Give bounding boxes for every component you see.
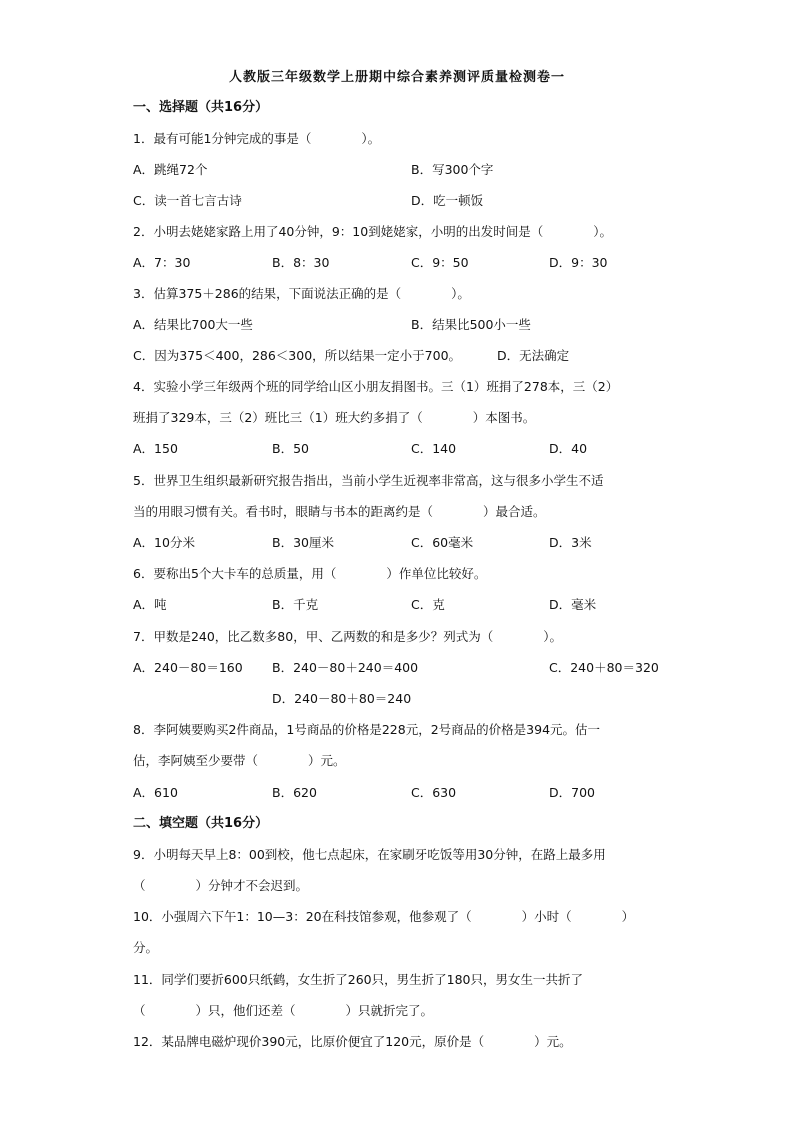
question-10-line2: 分。 [133,940,159,955]
question-4-stem-line1: 4．实验小学三年级两个班的同学给山区小朋友捐图书。三（1）班捐了278本，三（2） [133,379,619,394]
question-7-option-b: B．240－80＋240＝400 [272,660,419,675]
question-6-option-c: C．克 [411,597,445,612]
question-8-option-c: C．630 [411,785,457,800]
question-3-option-c: C．因为375＜400，286＜300，所以结果一定小于700。 [133,348,462,363]
question-1-option-b: B．写300个字 [411,162,494,177]
question-5-stem-line2: 当的用眼习惯有关。看书时，眼睛与书本的距离约是（ ）最合适。 [133,504,546,519]
question-6-option-b: B．千克 [272,597,319,612]
question-2-option-d: D．9：30 [549,255,608,270]
question-3-option-b: B．结果比500小一些 [411,317,531,332]
question-5-option-a: A．10分米 [133,535,195,550]
question-7-stem: 7．甲数是240，比乙数多80，甲、乙两数的和是多少？列式为（ ）。 [133,629,562,644]
question-6-option-a: A．吨 [133,597,167,612]
question-7-option-a: A．240－80＝160 [133,660,243,675]
section-heading-choice: 一、选择题（共16分） [133,100,269,115]
section-heading-fill: 二、填空题（共16分） [133,816,269,831]
question-12-line1: 12．某品牌电磁炉现价390元，比原价便宜了120元，原价是（ ）元。 [133,1034,572,1049]
question-4-option-a: A．150 [133,441,178,456]
question-2-option-a: A．7：30 [133,255,191,270]
question-7-option-d: D．240－80＋80＝240 [272,691,412,706]
question-8-option-a: A．610 [133,785,178,800]
question-11-line2: （ ）只，他们还差（ ）只就折完了。 [133,1003,434,1018]
question-5-option-c: C．60毫米 [411,535,474,550]
question-6-stem: 6．要称出5个大卡车的总质量，用（ ）作单位比较好。 [133,566,487,581]
question-8-option-d: D．700 [549,785,595,800]
question-8-stem-line1: 8．李阿姨要购买2件商品，1号商品的价格是228元，2号商品的价格是394元。估一 [133,722,601,737]
question-6-option-d: D．毫米 [549,597,597,612]
question-3-option-a: A．结果比700大一些 [133,317,253,332]
question-4-option-d: D．40 [549,441,588,456]
question-7-option-c: C．240＋80＝320 [549,660,659,675]
question-2-option-b: B．8：30 [272,255,330,270]
document-title: 人教版三年级数学上册期中综合素养测评质量检测卷一 [228,70,565,85]
question-1-option-a: A．跳绳72个 [133,162,208,177]
question-8-option-b: B．620 [272,785,317,800]
question-8-stem-line2: 估，李阿姨至少要带（ ）元。 [133,753,346,768]
question-3-option-d: D．无法确定 [497,348,570,363]
question-2-option-c: C．9：50 [411,255,469,270]
question-4-option-b: B．50 [272,441,309,456]
question-2-stem: 2．小明去姥姥家路上用了40分钟，9：10到姥姥家，小明的出发时间是（ ）。 [133,224,612,239]
question-9-line2: （ ）分钟才不会迟到。 [133,878,309,893]
question-11-line1: 11．同学们要折600只纸鹤，女生折了260只，男生折了180只，男女生一共折了 [133,972,583,987]
question-1-option-c: C．读一首七言古诗 [133,193,242,208]
question-5-stem-line1: 5．世界卫生组织最新研究报告指出，当前小学生近视率非常高，这与很多小学生不适 [133,473,604,488]
question-4-option-c: C．140 [411,441,457,456]
question-5-option-b: B．30厘米 [272,535,334,550]
question-1-option-d: D．吃一顿饭 [411,193,484,208]
question-4-stem-line2: 班捐了329本，三（2）班比三（1）班大约多捐了（ ）本图书。 [133,410,536,425]
question-9-line1: 9．小明每天早上8：00到校，他七点起床，在家刷牙吃饭等用30分钟，在路上最多用 [133,847,606,862]
question-10-line1: 10．小强周六下午1：10—3：20在科技馆参观，他参观了（ ）小时（ ） [133,909,635,924]
question-3-stem: 3．估算375＋286的结果，下面说法正确的是（ ）。 [133,286,470,301]
question-1-stem: 1．最有可能1分钟完成的事是（ ）。 [133,131,381,146]
question-5-option-d: D．3米 [549,535,592,550]
